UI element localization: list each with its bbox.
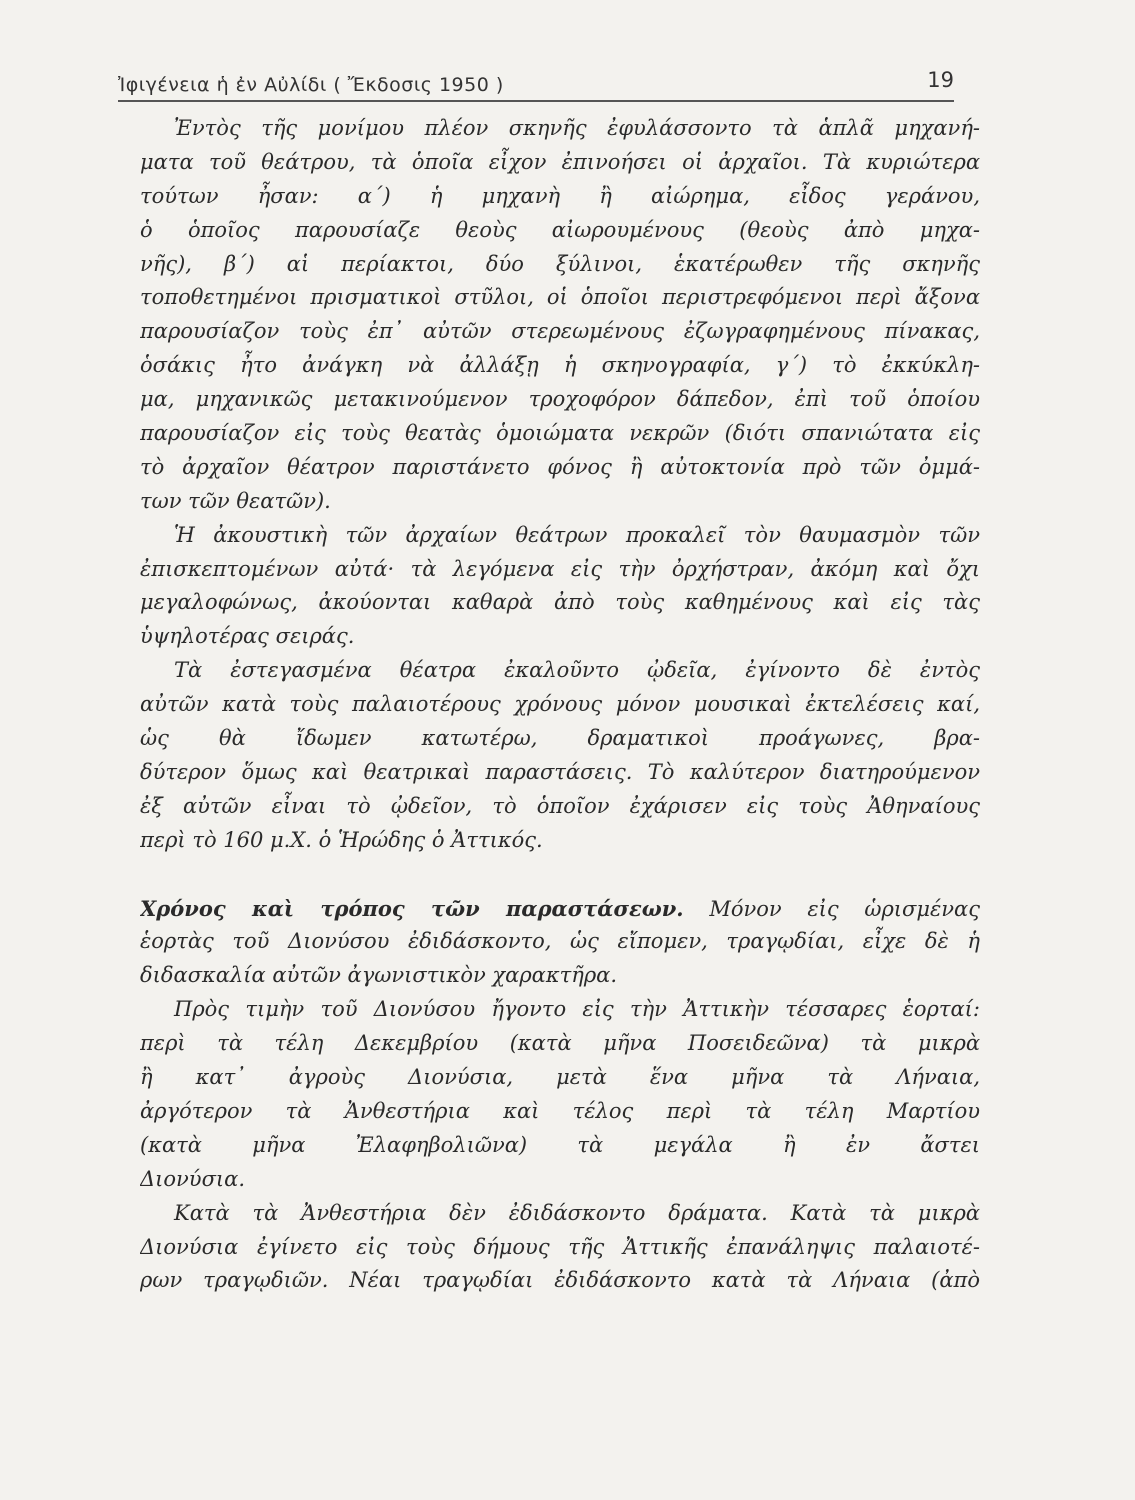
section-gap <box>140 858 980 892</box>
text-line: δύτερον ὅμως καὶ θεατρικαὶ παραστάσεις. Τὸ καλύτερον διατηρούμενον <box>140 759 980 784</box>
body-text <box>140 112 980 1298</box>
text-line: ὁσάκις ἦτο ἀνάγκη νὰ ἀλλάξῃ ἡ σκηνογραφία, γ΄) τὸ ἐκκύκλη- <box>140 353 980 378</box>
text-line: ὑψηλοτέρας σειράς. <box>140 624 355 649</box>
page-number: 19 <box>927 68 954 92</box>
text-line: Πρὸς τιμὴν τοῦ Διονύσου ἤγοντο εἰς τὴν Ἀττικὴν τέσσαρες ἑορταί: <box>174 997 980 1022</box>
text-line: ὁ ὁποῖος παρουσίαζε θεοὺς αἰωρουμένους (θεοὺς ἀπὸ μηχα- <box>140 217 980 242</box>
running-head <box>118 70 954 102</box>
text-line: Κατὰ τὰ Ἀνθεστήρια δὲν ἐδιδάσκοντο δράματα. Κατὰ τὰ μικρὰ <box>174 1200 980 1225</box>
text-line: ὡς θὰ ἴδωμεν κατωτέρω, δραματικοὶ προάγωνες, βρα- <box>140 726 980 751</box>
text-line: ματα τοῦ θεάτρου, τὰ ὁποῖα εἶχον ἐπινοήσει οἱ ἀρχαῖοι. Τὰ κυριώτερα <box>140 149 980 174</box>
text-line: Ἡ ἀκουστικὴ τῶν ἀρχαίων θεάτρων προκαλεῖ τὸν θαυμασμὸν τῶν <box>174 522 980 547</box>
text-line: διδασκαλία αὐτῶν ἀγωνιστικὸν χαρακτῆρα. <box>140 963 618 988</box>
text-line: περὶ τὰ τέλη Δεκεμβρίου (κατὰ μῆνα Ποσειδεῶνα) τὰ μικρὰ <box>140 1031 980 1056</box>
text-line: Διονύσια ἐγίνετο εἰς τοὺς δήμους τῆς Ἀττικῆς ἐπανάληψις παλαιοτέ- <box>140 1234 980 1259</box>
text-run: Μόνον εἰς ὡρισμένας <box>709 896 980 921</box>
text-line: ἐπισκεπτομένων αὐτά· τὰ λεγόμενα εἰς τὴν ὀρχήστραν, ἀκόμη καὶ ὄχι <box>140 556 980 581</box>
text-line: αὐτῶν κατὰ τοὺς παλαιοτέρους χρόνους μόνον μουσικαὶ ἐκτελέσεις καί, <box>140 692 980 717</box>
header-title: Ἰφιγένεια ἡ ἐν Αὐλίδι ( Ἔκδοσις 1950 ) <box>118 74 504 96</box>
text-line: (κατὰ μῆνα Ἐλαφηβολιῶνα) τὰ μεγάλα ἢ ἐν ἄστει <box>140 1132 980 1157</box>
text-line: τὸ ἀρχαῖον θέατρον παριστάνετο φόνος ἢ αὐτοκτονία πρὸ τῶν ὀμμά- <box>140 454 980 479</box>
text-line: ἑορτὰς τοῦ Διονύσου ἐδιδάσκοντο, ὡς εἴπομεν, τραγῳδίαι, εἶχε δὲ ἡ <box>140 929 980 954</box>
text-line: Ἐντὸς τῆς μονίμου πλέον σκηνῆς ἐφυλάσσοντο τὰ ἁπλᾶ μηχανή- <box>174 116 980 140</box>
text-line: των τῶν θεατῶν). <box>140 488 331 513</box>
text-line: τούτων ἦσαν: α΄) ἡ μηχανὴ ἢ αἰώρημα, εἶδος γεράνου, <box>140 183 980 208</box>
text-line: τοποθετημένοι πρισματικοὶ στῦλοι, οἱ ὁποῖοι περιστρεφόμενοι περὶ ἄξονα <box>140 285 980 310</box>
text-line: παρουσίαζον τοὺς ἐπ᾽ αὐτῶν στερεωμένους ἐζωγραφημένους πίνακας, <box>140 319 980 344</box>
text-line: μα, μηχανικῶς μετακινούμενον τροχοφόρον δάπεδον, ἐπὶ τοῦ ὁποίου <box>140 387 980 412</box>
text-line <box>140 892 980 926</box>
text-line: παρουσίαζον εἰς τοὺς θεατὰς ὁμοιώματα νεκρῶν (διότι σπανιώτατα εἰς <box>140 421 980 446</box>
text-line: ἢ κατ᾽ ἀγροὺς Διονύσια, μετὰ ἕνα μῆνα τὰ Λήναια, <box>140 1065 980 1090</box>
text-line: ἀργότερον τὰ Ἀνθεστήρια καὶ τέλος περὶ τὰ τέλη Μαρτίου <box>140 1098 980 1123</box>
text-line: περὶ τὸ 160 μ.Χ. ὁ Ἡρώδης ὁ Ἀττικός. <box>140 827 543 852</box>
text-line: Διονύσια. <box>140 1166 245 1191</box>
text-line: μεγαλοφώνως, ἀκούονται καθαρὰ ἀπὸ τοὺς καθημένους καὶ εἰς τὰς <box>140 590 980 615</box>
section-heading: Χρόνος καὶ τρόπος τῶν παραστάσεων. <box>140 895 684 921</box>
text-line: ρων τραγῳδιῶν. Νέαι τραγῳδίαι ἐδιδάσκοντο κατὰ τὰ Λήναια (ἀπὸ <box>140 1268 980 1293</box>
text-line: Τὰ ἐστεγασμένα θέατρα ἐκαλοῦντο ᾠδεῖα, ἐγίνοντο δὲ ἐντὸς <box>174 658 980 683</box>
text-line: ἐξ αὐτῶν εἶναι τὸ ᾠδεῖον, τὸ ὁποῖον ἐχάρισεν εἰς τοὺς Ἀθηναίους <box>140 793 980 818</box>
text-line: νῆς), β΄) αἱ περίακτοι, δύο ξύλινοι, ἑκατέρωθεν τῆς σκηνῆς <box>140 251 980 276</box>
